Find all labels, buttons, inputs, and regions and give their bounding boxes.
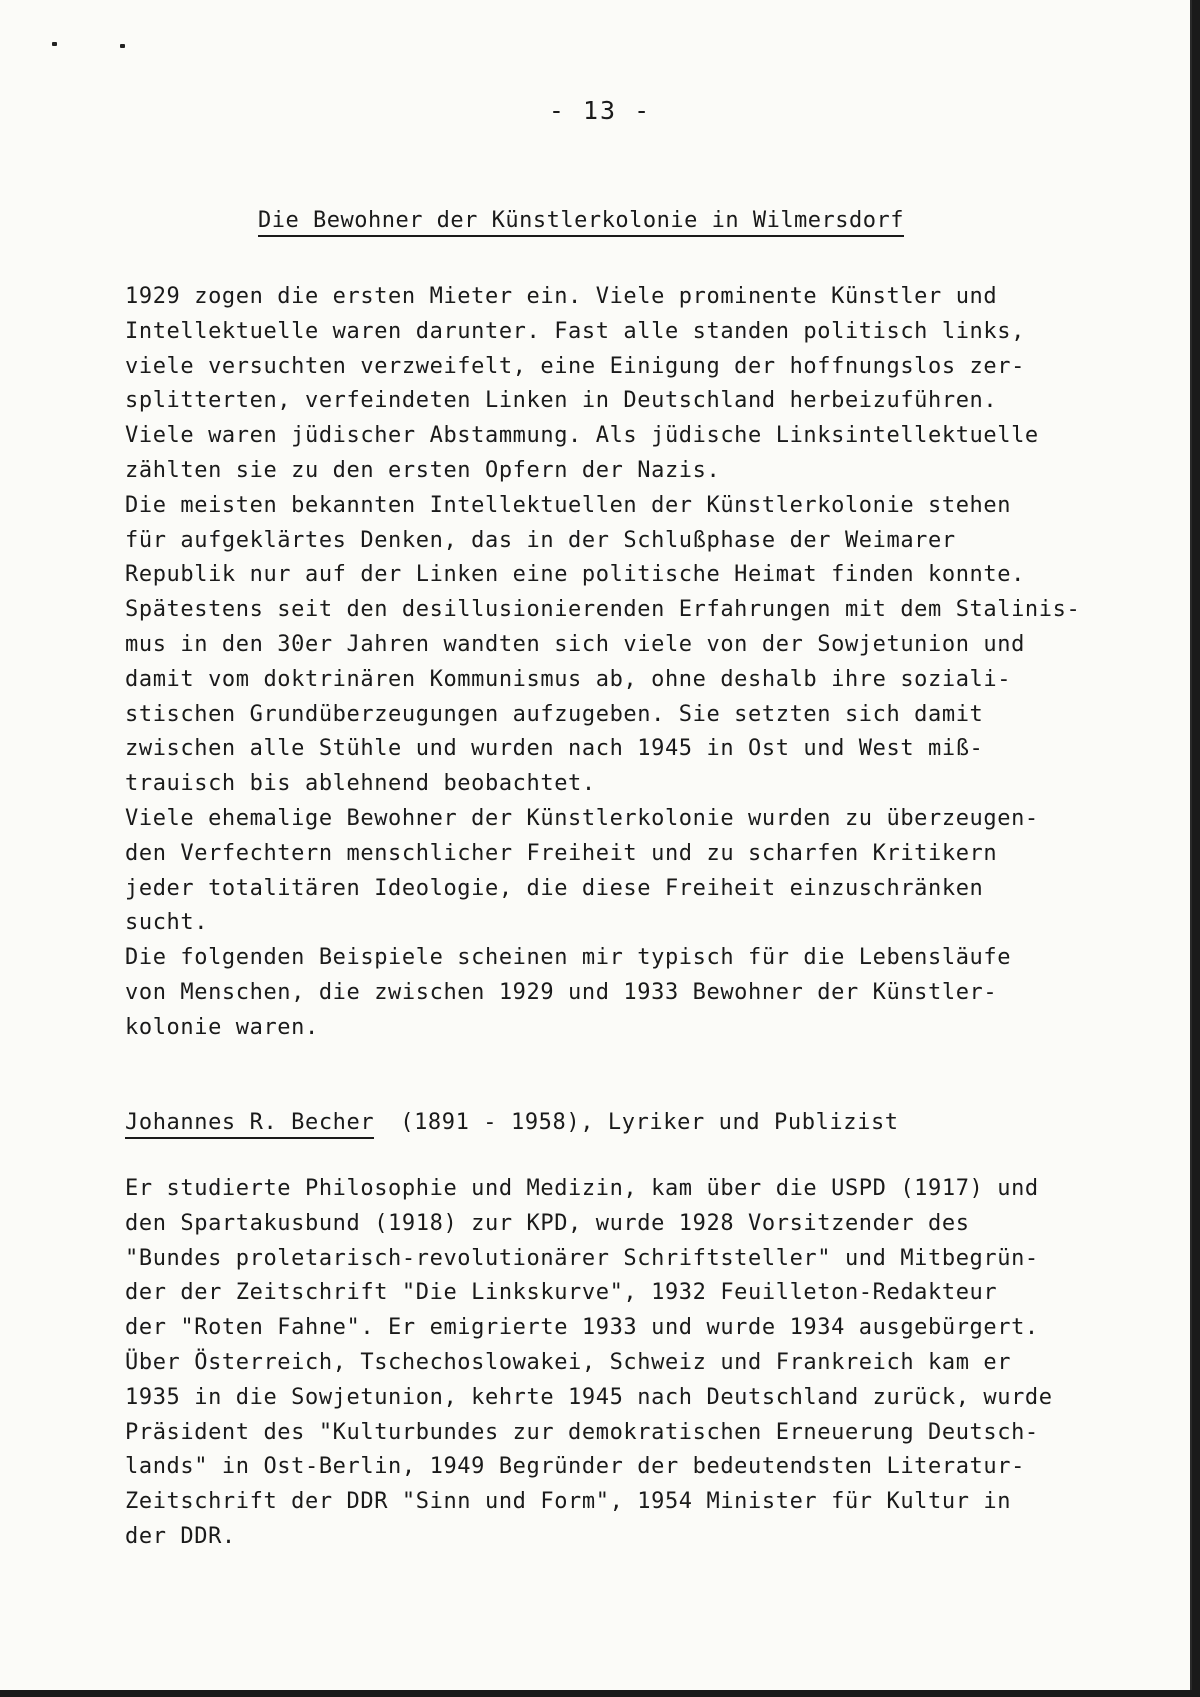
text-line: Spätestens seit den desillusionierenden Erfahrungen mit dem Stalinis-	[125, 597, 1081, 623]
text-line: für aufgeklärtes Denken, das in der Schlußphase der Weimarer	[125, 527, 956, 553]
text-line: zählten sie zu den ersten Opfern der Nazis.	[125, 457, 721, 483]
text-line: von Menschen, die zwischen 1929 und 1933 Bewohner der Künstler-	[125, 979, 998, 1005]
text-line: "Bundes proletarisch-revolutionärer Schriftsteller" und Mitbegrün-	[125, 1245, 1039, 1271]
text-line: splitterten, verfeindeten Linken in Deutschland herbeizuführen.	[125, 388, 998, 414]
text-line: den Verfechtern menschlicher Freiheit und zu scharfen Kritikern	[125, 840, 998, 866]
text-line: Die meisten bekannten Intellektuellen der Künstlerkolonie stehen	[125, 492, 1012, 518]
text-line: der DDR.	[125, 1523, 236, 1549]
text-line: 1929 zogen die ersten Mieter ein. Viele prominente Künstler und	[125, 284, 998, 309]
person-dates-role: (1891 - 1958), Lyriker und Publizist	[400, 1110, 899, 1135]
text-line: den Spartakusbund (1918) zur KPD, wurde 1928 Vorsitzender des	[125, 1210, 970, 1236]
person-name: Johannes R. Becher	[125, 1110, 374, 1139]
text-line: Zeitschrift der DDR "Sinn und Form", 1954 Minister für Kultur in	[125, 1489, 1012, 1515]
text-line: Viele ehemalige Bewohner der Künstlerkolonie wurden zu überzeugen-	[125, 805, 1039, 831]
text-line: 1935 in die Sowjetunion, kehrte 1945 nach Deutschland zurück, wurde	[125, 1384, 1053, 1410]
punch-mark-dot	[52, 42, 57, 46]
text-line: viele versuchten verzweifelt, eine Einigung der hoffnungslos zer-	[125, 353, 1025, 379]
text-line: mus in den 30er Jahren wandten sich viele von der Sowjetunion und	[125, 631, 1025, 657]
text-line: Über Österreich, Tschechoslowakei, Schweiz und Frankreich kam er	[125, 1349, 1012, 1375]
text-line: Er studierte Philosophie und Medizin, kam über die USPD (1917) und	[125, 1176, 1039, 1201]
text-line: Republik nur auf der Linken eine politische Heimat finden konnte.	[125, 562, 1025, 588]
text-line: Intellektuelle waren darunter. Fast alle standen politisch links,	[125, 318, 1025, 344]
text-line: kolonie waren.	[125, 1014, 319, 1040]
text-line: sucht.	[125, 910, 209, 936]
text-line: der der Zeitschrift "Die Linkskurve", 1932 Feuilleton-Redakteur	[125, 1280, 998, 1306]
text-line: trauisch bis ablehnend beobachtet.	[125, 771, 596, 797]
biography-paragraph	[125, 1172, 1053, 1555]
punch-mark-dot	[120, 44, 125, 48]
text-line: stischen Grundüberzeugungen aufzugeben. Sie setzten sich damit	[125, 701, 984, 727]
text-line: der "Roten Fahne". Er emigrierte 1933 und wurde 1934 ausgebürgert.	[125, 1315, 1039, 1341]
person-heading	[125, 1110, 899, 1135]
text-line: lands" in Ost-Berlin, 1949 Begründer der bedeutendsten Literatur-	[125, 1454, 1025, 1480]
intro-paragraph	[125, 280, 1080, 1046]
text-line: zwischen alle Stühle und wurden nach 1945 in Ost und West miß-	[125, 736, 984, 762]
text-line: damit vom doktrinären Kommunismus ab, ohne deshalb ihre soziali-	[125, 666, 1012, 692]
text-line: jeder totalitären Ideologie, die diese Freiheit einzuschränken	[125, 875, 984, 901]
page-number: - 13 -	[548, 96, 652, 125]
text-line: Die folgenden Beispiele scheinen mir typisch für die Lebensläufe	[125, 945, 1012, 971]
text-line: Präsident des "Kulturbundes zur demokratischen Erneuerung Deutsch-	[125, 1419, 1039, 1445]
section-heading: Die Bewohner der Künstlerkolonie in Wilmersdorf	[258, 208, 904, 237]
text-line: Viele waren jüdischer Abstammung. Als jüdische Linksintellektuelle	[125, 423, 1039, 449]
